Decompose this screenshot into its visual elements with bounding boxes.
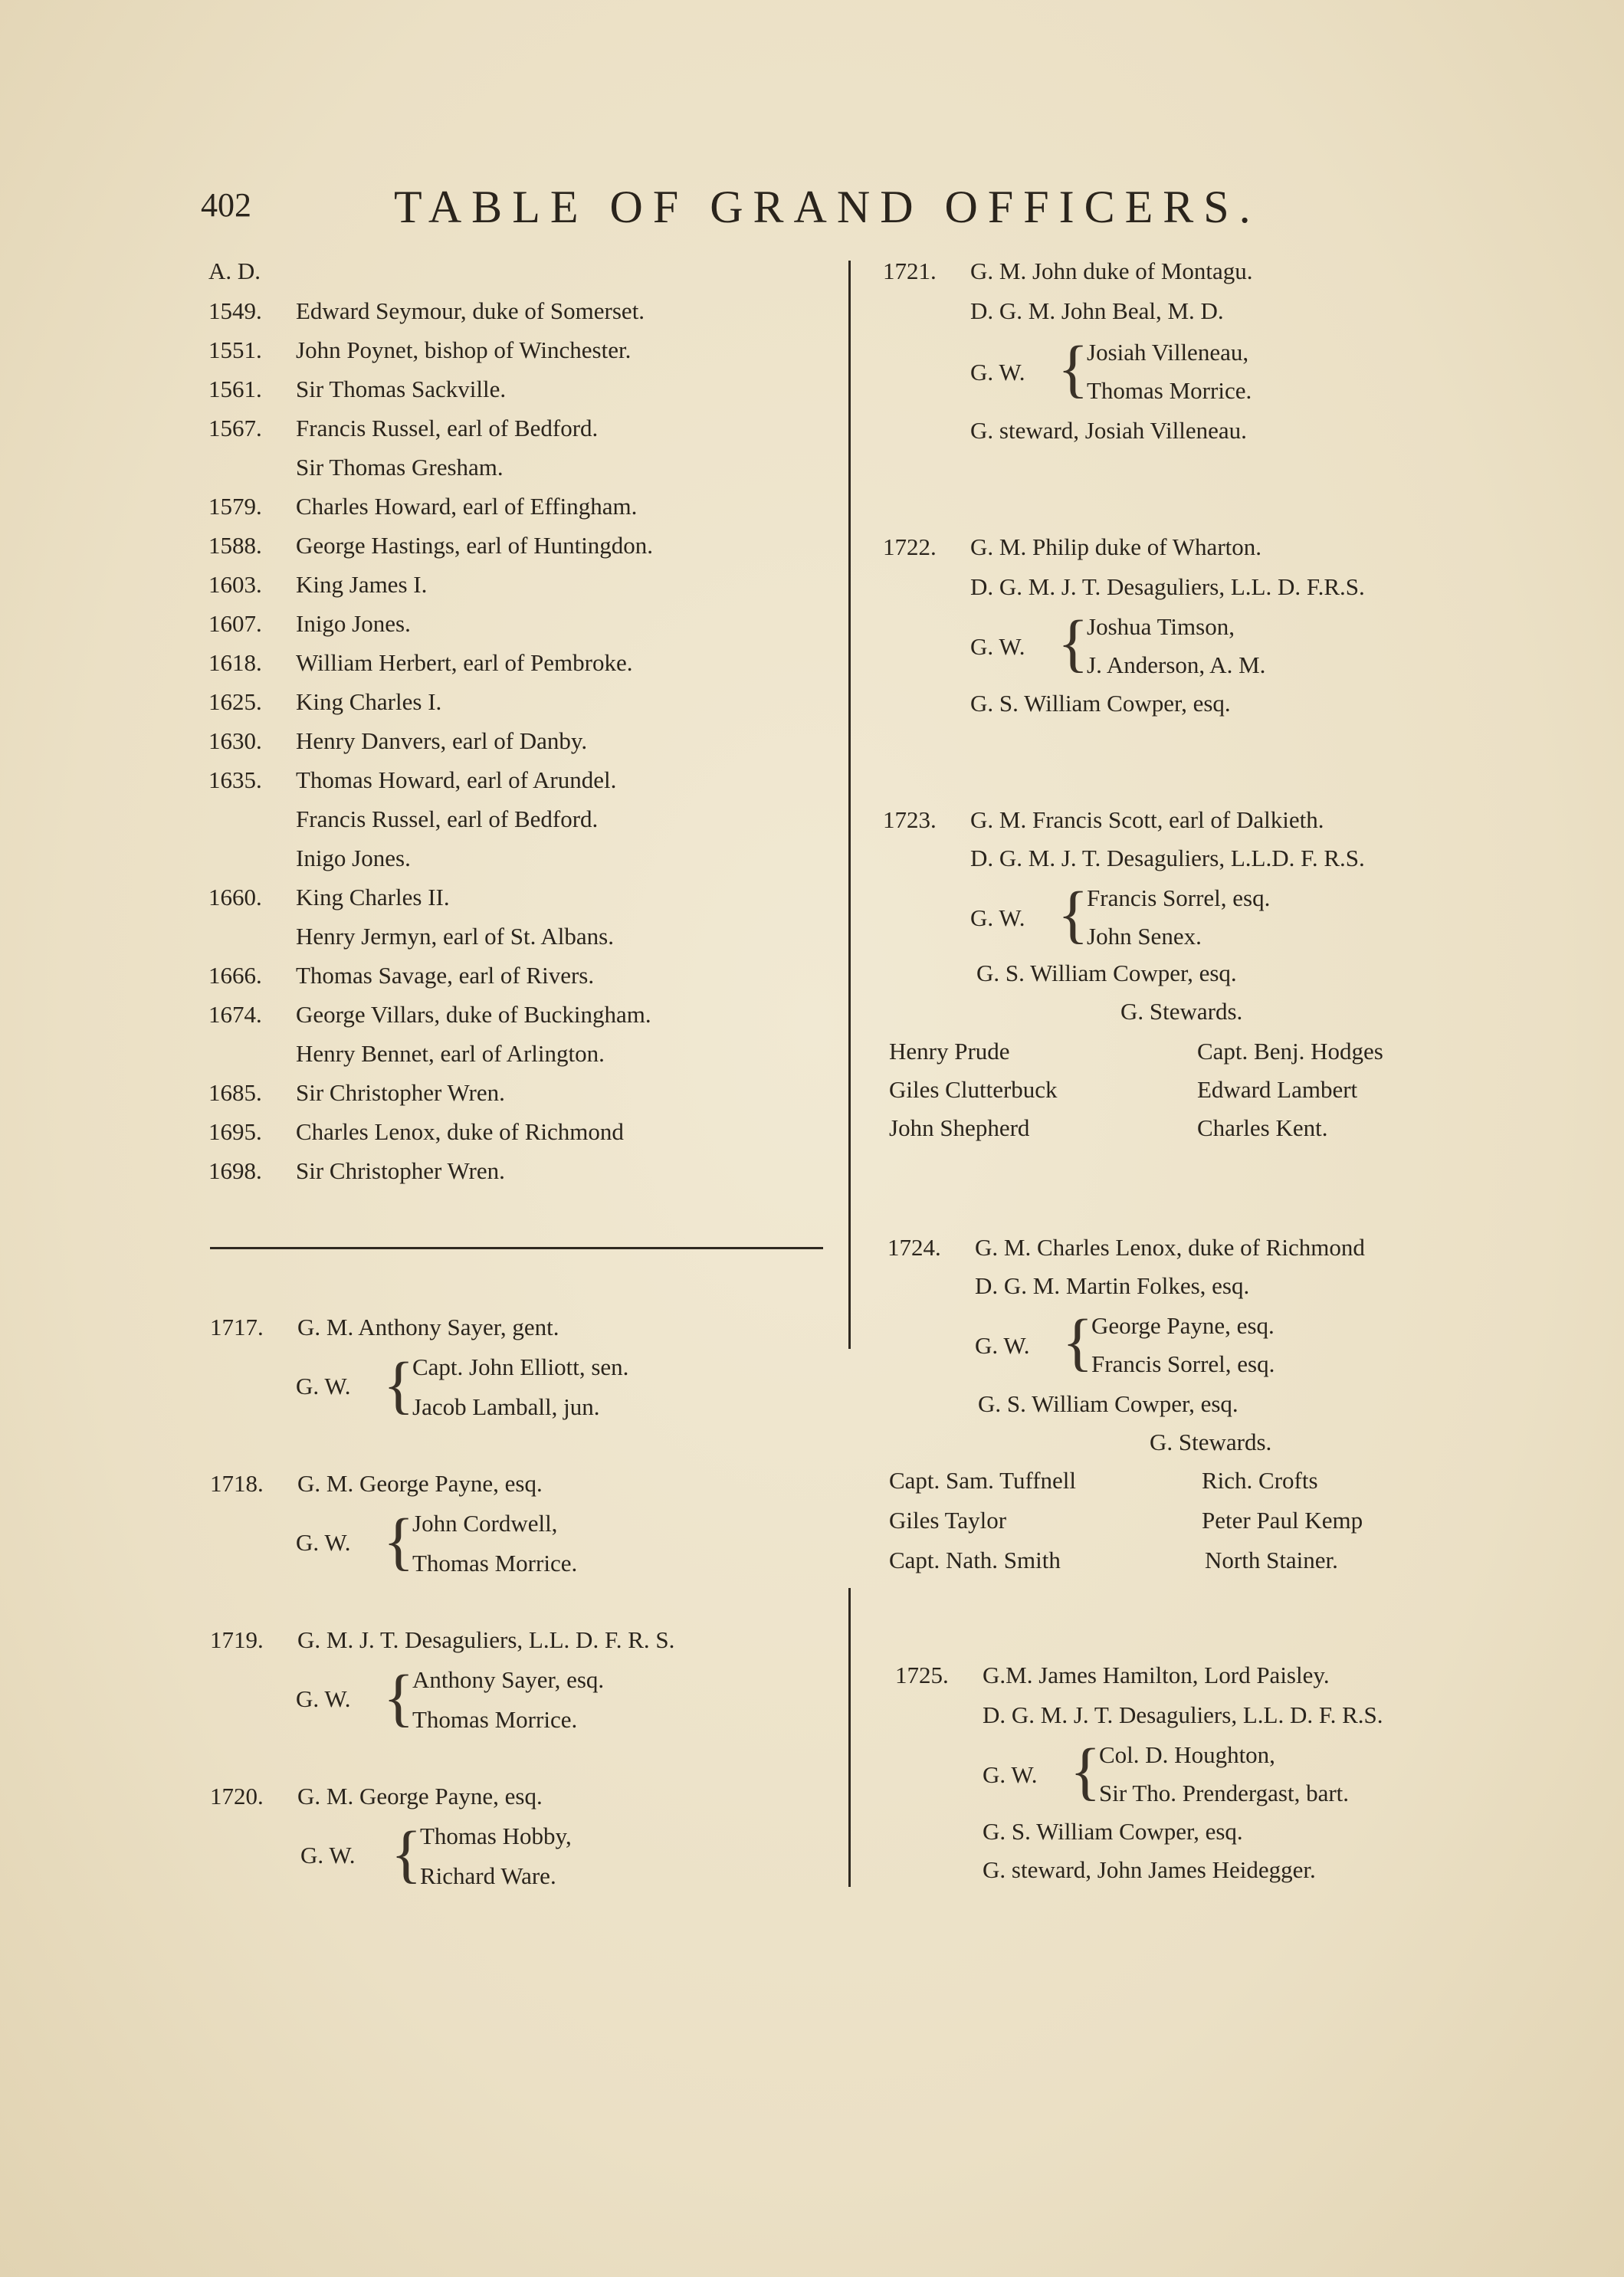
entry-1721-steward: G. steward, Josiah Villeneau. [970,417,1247,444]
left-list-row [208,726,587,756]
entry-1723-steward-2a: Giles Clutterbuck [889,1076,1058,1103]
row-year: 1635. [208,766,262,793]
entry-1718-gw-label: G. W. [296,1529,351,1556]
entry-1722-gs: G. S. William Cowper, esq. [970,690,1231,717]
entry-1723-brace: { [1058,879,1089,950]
row-name: Charles Howard, earl of Effingham. [296,493,638,520]
entry-1723-steward-1a: Henry Prude [889,1038,1010,1065]
row-year: 1660. [208,884,262,910]
entry-1720-warden-1: Thomas Hobby, [420,1823,572,1849]
row-year: 1603. [208,571,262,598]
row-name: Sir Thomas Gresham. [296,454,504,481]
entry-1723-warden-1: Francis Sorrel, esq. [1087,884,1271,911]
left-list-row [208,804,598,835]
entry-1724-steward-3a: Capt. Nath. Smith [889,1547,1061,1573]
row-name: George Hastings, earl of Huntingdon. [296,532,654,559]
row-year: 1618. [208,649,262,676]
left-list-row [208,491,637,522]
left-list-row [208,882,450,913]
entry-1723-stewards-label: G. Stewards. [1120,998,1243,1025]
row-name: Inigo Jones. [296,610,411,637]
left-list-row [208,335,631,366]
entry-1723-steward-1b: Capt. Benj. Hodges [1197,1038,1383,1065]
entry-1719-warden-2: Thomas Morrice. [412,1706,578,1733]
left-list-row [208,530,653,561]
left-list-row [208,374,506,405]
row-year: 1685. [208,1079,262,1106]
page-number: 402 [201,186,251,224]
entry-1721-warden-2: Thomas Morrice. [1087,377,1252,404]
row-year: 1625. [208,688,262,715]
entry-1717-brace: { [383,1350,415,1421]
left-list-row [208,413,598,444]
left-list-row [208,569,427,600]
entry-1721-dgm: D. G. M. John Beal, M. D. [970,297,1224,324]
row-year: 1698. [208,1157,262,1184]
row-name: Thomas Howard, earl of Arundel. [296,766,617,793]
entry-1719-gw-label: G. W. [296,1685,351,1712]
entry-1724-warden-2: Francis Sorrel, esq. [1091,1350,1275,1377]
entry-1722-dgm: D. G. M. J. T. Desaguliers, L.L. D. F.R.S. [970,573,1365,600]
entry-1720-gw-label: G. W. [300,1842,356,1869]
entry-1721-brace: { [1058,333,1089,405]
row-year: 1561. [208,376,262,402]
row-year: 1579. [208,493,262,520]
left-list-row [208,1078,505,1108]
entry-1721-warden-1: Josiah Villeneau, [1087,339,1249,366]
row-name: King Charles I. [296,688,442,715]
left-list-row [208,296,645,326]
entry-1724-warden-1: George Payne, esq. [1091,1312,1275,1339]
left-list-row [208,648,632,678]
section-divider [210,1247,823,1249]
row-year: 1551. [208,336,262,363]
entry-1724-dgm: D. G. M. Martin Folkes, esq. [975,1272,1250,1299]
entry-1719-warden-1: Anthony Sayer, esq. [412,1666,605,1693]
entry-1725-gm: 1725. G.M. James Hamilton, Lord Paisley. [895,1662,1330,1688]
page-title: TABLE OF GRAND OFFICERS. [394,182,1261,232]
left-list-row [208,765,616,796]
row-year: 1588. [208,532,262,559]
row-name: Henry Danvers, earl of Danby. [296,727,588,754]
entry-1724-steward-2a: Giles Taylor [889,1507,1007,1534]
left-list-row [208,1156,505,1186]
entry-1725-dgm: D. G. M. J. T. Desaguliers, L.L. D. F. R.S. [983,1701,1383,1728]
entry-1725-gs: G. S. William Cowper, esq. [983,1818,1243,1845]
column-divider-top [848,261,851,1349]
entry-1720-warden-2: Richard Ware. [420,1862,556,1889]
row-name: Charles Lenox, duke of Richmond [296,1118,624,1145]
entry-1724-brace: { [1062,1307,1094,1378]
column-divider-bottom [848,1588,851,1887]
entry-1718-warden-1: John Cordwell, [412,1510,558,1537]
row-name: Francis Russel, earl of Bedford. [296,415,599,441]
row-name: Thomas Savage, earl of Rivers. [296,962,595,989]
row-year: 1567. [208,415,262,441]
left-list-row [208,609,411,639]
row-name: Sir Christopher Wren. [296,1079,505,1106]
row-name: King James I. [296,571,428,598]
entry-1723-dgm: D. G. M. J. T. Desaguliers, L.L.D. F. R.S. [970,845,1365,871]
entry-1723-steward-3b: Charles Kent. [1197,1114,1328,1141]
entry-1717-warden-1: Capt. John Elliott, sen. [412,1353,629,1380]
left-list-row [208,843,411,874]
entry-1718-warden-2: Thomas Morrice. [412,1550,578,1577]
entry-1717-warden-2: Jacob Lamball, jun. [412,1393,600,1420]
entry-1725-grand-steward: G. steward, John James Heidegger. [983,1856,1316,1883]
page-header [201,181,1304,242]
row-year: 1630. [208,727,262,754]
entry-1724-steward-2b: Peter Paul Kemp [1202,1507,1363,1534]
entry-1718-brace: { [383,1506,415,1577]
entry-1723-gs: G. S. William Cowper, esq. [976,960,1237,986]
row-name: Inigo Jones. [296,845,411,871]
row-year: 1666. [208,962,262,989]
left-list-row [208,687,441,717]
entry-1722-warden-1: Joshua Timson, [1087,613,1235,640]
left-list-row [208,452,504,483]
entry-1723-warden-2: John Senex. [1087,923,1202,950]
entry-1724-steward-1b: Rich. Crofts [1202,1467,1318,1494]
left-list-row [208,921,614,952]
row-name: George Villars, duke of Buckingham. [296,1001,651,1028]
entry-1723-gm: 1723. G. M. Francis Scott, earl of Dalkieth. [883,806,1324,833]
entry-1717-gw-label: G. W. [296,1373,351,1399]
entry-1723-steward-2b: Edward Lambert [1197,1076,1358,1103]
entry-1720-gm: 1720. G. M. George Payne, esq. [210,1783,543,1809]
row-name: King Charles II. [296,884,450,910]
entry-1723-steward-3a: John Shepherd [889,1114,1030,1141]
row-name: Sir Thomas Sackville. [296,376,507,402]
entry-1724-steward-1a: Capt. Sam. Tuffnell [889,1467,1077,1494]
entry-1725-gw-label: G. W. [983,1761,1038,1788]
entry-1722-gw-label: G. W. [970,633,1025,660]
entry-1718-gm: 1718. G. M. George Payne, esq. [210,1470,543,1497]
row-name: William Herbert, earl of Pembroke. [296,649,633,676]
entry-1720-brace: { [391,1819,422,1890]
row-name: Edward Seymour, duke of Somerset. [296,297,645,324]
left-list-row [208,960,594,991]
entry-1725-warden-1: Col. D. Houghton, [1099,1741,1275,1768]
row-name: Sir Christopher Wren. [296,1157,505,1184]
entry-1717-gm: 1717. G. M. Anthony Sayer, gent. [210,1314,559,1340]
entry-1724-gm: 1724. G. M. Charles Lenox, duke of Richmond [887,1234,1365,1261]
entry-1724-gw-label: G. W. [975,1332,1030,1359]
row-year: 1674. [208,1001,262,1028]
entry-1719-brace: { [383,1662,415,1734]
row-year: 1695. [208,1118,262,1145]
entry-1725-brace: { [1070,1736,1101,1807]
entry-1721-gm: 1721. G. M. John duke of Montagu. [883,258,1253,284]
entry-1723-gw-label: G. W. [970,904,1025,931]
row-name: Henry Jermyn, earl of St. Albans. [296,923,614,950]
entry-1719-gm: 1719. G. M. J. T. Desaguliers, L.L. D. F. R. S. [210,1626,675,1653]
entry-1724-stewards-label: G. Stewards. [1150,1429,1272,1455]
entry-1722-warden-2: J. Anderson, A. M. [1087,651,1266,678]
entry-1721-gw-label: G. W. [970,359,1025,386]
entry-1724-gs: G. S. William Cowper, esq. [978,1390,1239,1417]
entry-1724-steward-3b: North Stainer. [1205,1547,1338,1573]
entry-1725-warden-2: Sir Tho. Prendergast, bart. [1099,1780,1350,1806]
left-list-row [208,1038,605,1069]
row-name: Henry Bennet, earl of Arlington. [296,1040,605,1067]
ad-heading: A. D. [208,258,261,284]
left-list-row [208,1117,624,1147]
row-name: John Poynet, bishop of Winchester. [296,336,632,363]
entry-1722-gm: 1722. G. M. Philip duke of Wharton. [883,533,1262,560]
row-name: Francis Russel, earl of Bedford. [296,805,599,832]
row-year: 1607. [208,610,262,637]
left-list-row [208,999,651,1030]
row-year: 1549. [208,297,262,324]
entry-1722-brace: { [1058,608,1089,679]
